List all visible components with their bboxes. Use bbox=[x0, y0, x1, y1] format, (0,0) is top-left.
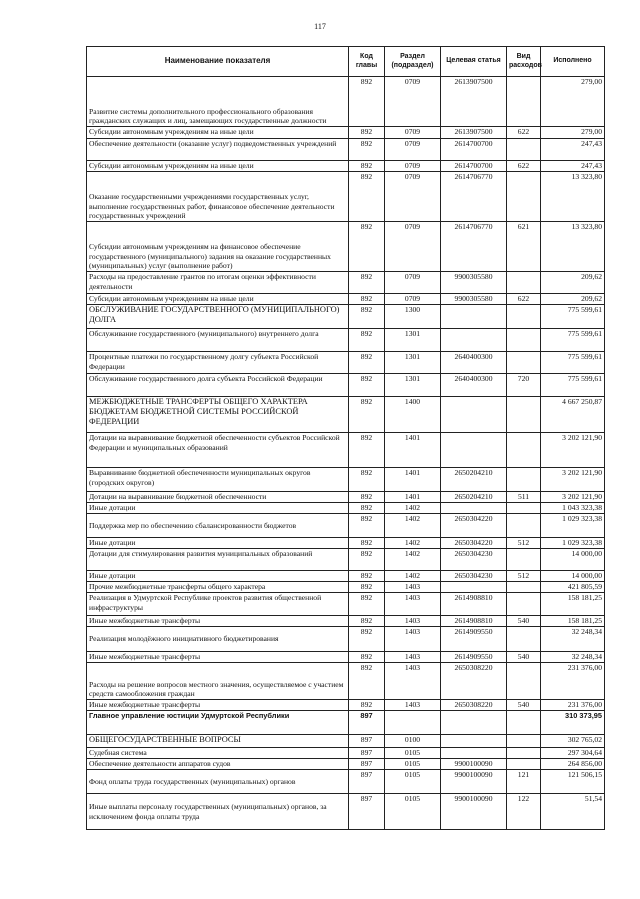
cell-code: 892 bbox=[349, 514, 385, 538]
cell-type bbox=[507, 305, 541, 329]
table-row bbox=[87, 294, 605, 305]
cell-type: 511 bbox=[507, 492, 541, 503]
cell-section: 0105 bbox=[385, 770, 441, 794]
cell-code: 892 bbox=[349, 374, 385, 397]
cell-code: 892 bbox=[349, 663, 385, 700]
cell-type bbox=[507, 172, 541, 222]
cell-section: 1403 bbox=[385, 627, 441, 652]
cell-target: 9900100090 bbox=[441, 770, 507, 794]
cell-amount: 247,43 bbox=[541, 161, 605, 172]
cell-section: 1401 bbox=[385, 492, 441, 503]
cell-amount: 121 506,15 bbox=[541, 770, 605, 794]
cell-type bbox=[507, 759, 541, 770]
cell-section: 1301 bbox=[385, 329, 441, 352]
table-row bbox=[87, 172, 605, 222]
cell-amount: 158 181,25 bbox=[541, 616, 605, 627]
cell-section: 0709 bbox=[385, 77, 441, 127]
cell-target: 2614909550 bbox=[441, 652, 507, 663]
cell-target: 2650204210 bbox=[441, 492, 507, 503]
cell-amount: 209,62 bbox=[541, 294, 605, 305]
cell-name: Иные выплаты персоналу государственных (муниципальных) органов, за исключением фонда оплаты труда bbox=[87, 794, 349, 830]
cell-amount: 209,62 bbox=[541, 272, 605, 294]
cell-target: 2650204210 bbox=[441, 468, 507, 492]
cell-section: 1403 bbox=[385, 582, 441, 593]
cell-code: 897 bbox=[349, 759, 385, 770]
cell-amount: 775 599,61 bbox=[541, 352, 605, 374]
table-row bbox=[87, 538, 605, 549]
cell-name: Выравнивание бюджетной обеспеченности муниципальных округов (городских округов) bbox=[87, 468, 349, 492]
cell-amount: 3 202 121,90 bbox=[541, 433, 605, 468]
cell-type bbox=[507, 582, 541, 593]
cell-target: 2613907500 bbox=[441, 77, 507, 127]
cell-name: Иные дотации bbox=[87, 503, 349, 514]
cell-type: 622 bbox=[507, 127, 541, 139]
cell-amount: 4 667 250,87 bbox=[541, 397, 605, 433]
cell-code: 892 bbox=[349, 652, 385, 663]
cell-target bbox=[441, 711, 507, 735]
table-row bbox=[87, 616, 605, 627]
cell-name: Процентные платежи по государственному долгу субъекта Российской Федерации bbox=[87, 352, 349, 374]
cell-type bbox=[507, 77, 541, 127]
cell-amount: 421 805,59 bbox=[541, 582, 605, 593]
table-header-row bbox=[87, 47, 605, 77]
cell-name: Расходы на предоставление грантов по итогам оценки эффективности деятельности bbox=[87, 272, 349, 294]
header-code: Код главы bbox=[349, 47, 385, 77]
cell-target bbox=[441, 397, 507, 433]
cell-target bbox=[441, 503, 507, 514]
cell-target: 2650308220 bbox=[441, 663, 507, 700]
cell-section: 0100 bbox=[385, 735, 441, 748]
cell-code: 897 bbox=[349, 770, 385, 794]
cell-section: 1403 bbox=[385, 616, 441, 627]
cell-section: 1402 bbox=[385, 549, 441, 571]
cell-name: Субсидии автономным учреждениям на финансовое обеспечение государственного (муниципального) задания на оказание государственных (муниципальных) услуг (выполнение работ) bbox=[87, 222, 349, 272]
table-row bbox=[87, 374, 605, 397]
cell-section: 0709 bbox=[385, 294, 441, 305]
table-row bbox=[87, 652, 605, 663]
cell-target: 2650304230 bbox=[441, 571, 507, 582]
cell-target bbox=[441, 735, 507, 748]
cell-name: Прочие межбюджетные трансферты общего характера bbox=[87, 582, 349, 593]
cell-target: 2614706770 bbox=[441, 222, 507, 272]
cell-amount: 775 599,61 bbox=[541, 374, 605, 397]
cell-name: МЕЖБЮДЖЕТНЫЕ ТРАНСФЕРТЫ ОБЩЕГО ХАРАКТЕРА БЮДЖЕТАМ БЮДЖЕТНОЙ СИСТЕМЫ РОССИЙСКОЙ ФЕДЕРАЦИИ bbox=[87, 397, 349, 433]
cell-section: 1402 bbox=[385, 571, 441, 582]
cell-code: 897 bbox=[349, 735, 385, 748]
cell-type bbox=[507, 503, 541, 514]
cell-name: Дотации на выравнивание бюджетной обеспеченности bbox=[87, 492, 349, 503]
cell-name: Субсидии автономным учреждениям на иные цели bbox=[87, 294, 349, 305]
cell-section bbox=[385, 711, 441, 735]
cell-target: 2613907500 bbox=[441, 127, 507, 139]
cell-name: Оказание государственными учреждениями государственных услуг, выполнение государственных работ, финансовое обеспечение деятельности государственных учреждений bbox=[87, 172, 349, 222]
cell-target: 2640400300 bbox=[441, 374, 507, 397]
table-row bbox=[87, 735, 605, 748]
cell-amount: 279,00 bbox=[541, 77, 605, 127]
table-row bbox=[87, 161, 605, 172]
cell-target bbox=[441, 582, 507, 593]
cell-section: 0709 bbox=[385, 222, 441, 272]
cell-type: 720 bbox=[507, 374, 541, 397]
cell-target bbox=[441, 305, 507, 329]
cell-code: 892 bbox=[349, 538, 385, 549]
table-row bbox=[87, 582, 605, 593]
table-row bbox=[87, 329, 605, 352]
cell-code: 892 bbox=[349, 222, 385, 272]
cell-section: 0709 bbox=[385, 139, 441, 161]
cell-code: 892 bbox=[349, 161, 385, 172]
cell-name: Реализация в Удмуртской Республике проектов развития общественной инфраструктуры bbox=[87, 593, 349, 616]
cell-code: 892 bbox=[349, 627, 385, 652]
cell-section: 1403 bbox=[385, 663, 441, 700]
cell-type: 622 bbox=[507, 294, 541, 305]
cell-type: 121 bbox=[507, 770, 541, 794]
cell-type bbox=[507, 468, 541, 492]
cell-target bbox=[441, 329, 507, 352]
cell-amount: 13 323,80 bbox=[541, 222, 605, 272]
cell-code: 892 bbox=[349, 593, 385, 616]
cell-type bbox=[507, 397, 541, 433]
cell-type bbox=[507, 514, 541, 538]
cell-section: 0105 bbox=[385, 794, 441, 830]
cell-section: 1301 bbox=[385, 374, 441, 397]
cell-code: 892 bbox=[349, 468, 385, 492]
cell-amount: 158 181,25 bbox=[541, 593, 605, 616]
cell-target: 9900305580 bbox=[441, 272, 507, 294]
cell-amount: 3 202 121,90 bbox=[541, 492, 605, 503]
cell-section: 1402 bbox=[385, 538, 441, 549]
table-row bbox=[87, 663, 605, 700]
table-row bbox=[87, 468, 605, 492]
cell-type bbox=[507, 272, 541, 294]
cell-target: 2650304220 bbox=[441, 538, 507, 549]
cell-code: 892 bbox=[349, 77, 385, 127]
cell-code: 892 bbox=[349, 172, 385, 222]
cell-amount: 13 323,80 bbox=[541, 172, 605, 222]
cell-type: 122 bbox=[507, 794, 541, 830]
table-row bbox=[87, 549, 605, 571]
header-target: Целевая статья bbox=[441, 47, 507, 77]
table-row bbox=[87, 272, 605, 294]
cell-type bbox=[507, 627, 541, 652]
cell-name: Дотации на выравнивание бюджетной обеспеченности субъектов Российской Федерации и муниципальных образований bbox=[87, 433, 349, 468]
cell-amount: 14 000,00 bbox=[541, 549, 605, 571]
table-row bbox=[87, 433, 605, 468]
cell-type: 621 bbox=[507, 222, 541, 272]
cell-target: 2614700700 bbox=[441, 139, 507, 161]
cell-amount: 32 248,34 bbox=[541, 652, 605, 663]
table-row bbox=[87, 700, 605, 711]
table-row bbox=[87, 759, 605, 770]
cell-code: 892 bbox=[349, 397, 385, 433]
cell-code: 892 bbox=[349, 492, 385, 503]
cell-amount: 264 856,00 bbox=[541, 759, 605, 770]
cell-section: 0105 bbox=[385, 759, 441, 770]
cell-type: 622 bbox=[507, 161, 541, 172]
cell-target: 2614700700 bbox=[441, 161, 507, 172]
cell-target bbox=[441, 748, 507, 759]
cell-section: 1401 bbox=[385, 433, 441, 468]
cell-target: 2614908810 bbox=[441, 616, 507, 627]
table-row bbox=[87, 77, 605, 127]
cell-type bbox=[507, 663, 541, 700]
cell-amount: 1 029 323,38 bbox=[541, 538, 605, 549]
expenditure-table bbox=[86, 46, 605, 830]
cell-type bbox=[507, 139, 541, 161]
cell-code: 897 bbox=[349, 711, 385, 735]
table-row bbox=[87, 571, 605, 582]
table-row bbox=[87, 794, 605, 830]
cell-name: Главное управление юстиции Удмуртской Республики bbox=[87, 711, 349, 735]
table-row bbox=[87, 503, 605, 514]
cell-name: Обслуживание государственного (муниципального) внутреннего долга bbox=[87, 329, 349, 352]
cell-section: 1301 bbox=[385, 352, 441, 374]
cell-section: 1403 bbox=[385, 652, 441, 663]
cell-amount: 32 248,34 bbox=[541, 627, 605, 652]
cell-section: 0709 bbox=[385, 172, 441, 222]
table-row bbox=[87, 627, 605, 652]
cell-type bbox=[507, 748, 541, 759]
cell-section: 1403 bbox=[385, 700, 441, 711]
page-number: 117 bbox=[314, 22, 326, 31]
cell-amount: 247,43 bbox=[541, 139, 605, 161]
cell-amount: 1 043 323,38 bbox=[541, 503, 605, 514]
cell-code: 892 bbox=[349, 616, 385, 627]
table-row bbox=[87, 593, 605, 616]
cell-code: 892 bbox=[349, 305, 385, 329]
cell-name: ОБЩЕГОСУДАРСТВЕННЫЕ ВОПРОСЫ bbox=[87, 735, 349, 748]
cell-target: 9900100090 bbox=[441, 759, 507, 770]
cell-target: 9900100090 bbox=[441, 794, 507, 830]
cell-code: 892 bbox=[349, 582, 385, 593]
cell-amount: 14 000,00 bbox=[541, 571, 605, 582]
table-row bbox=[87, 397, 605, 433]
cell-type: 540 bbox=[507, 616, 541, 627]
cell-name: Поддержка мер по обеспечению сбалансированности бюджетов bbox=[87, 514, 349, 538]
cell-code: 892 bbox=[349, 700, 385, 711]
cell-target: 2614706770 bbox=[441, 172, 507, 222]
cell-section: 0709 bbox=[385, 161, 441, 172]
cell-target: 2650304220 bbox=[441, 514, 507, 538]
header-name: Наименование показателя bbox=[87, 47, 349, 77]
cell-type: 512 bbox=[507, 571, 541, 582]
cell-name: Обеспечение деятельности аппаратов судов bbox=[87, 759, 349, 770]
cell-code: 897 bbox=[349, 794, 385, 830]
cell-amount: 775 599,61 bbox=[541, 305, 605, 329]
cell-target: 9900305580 bbox=[441, 294, 507, 305]
cell-code: 892 bbox=[349, 433, 385, 468]
cell-name: Судебная система bbox=[87, 748, 349, 759]
cell-type bbox=[507, 735, 541, 748]
table-row bbox=[87, 139, 605, 161]
cell-section: 1401 bbox=[385, 468, 441, 492]
cell-code: 897 bbox=[349, 748, 385, 759]
cell-target: 2614909550 bbox=[441, 627, 507, 652]
cell-type bbox=[507, 549, 541, 571]
cell-section: 0709 bbox=[385, 127, 441, 139]
cell-type bbox=[507, 593, 541, 616]
table-row bbox=[87, 492, 605, 503]
cell-type: 540 bbox=[507, 700, 541, 711]
cell-amount: 231 376,00 bbox=[541, 663, 605, 700]
cell-amount: 302 765,02 bbox=[541, 735, 605, 748]
cell-type: 512 bbox=[507, 538, 541, 549]
table-row bbox=[87, 222, 605, 272]
cell-section: 0709 bbox=[385, 272, 441, 294]
cell-code: 892 bbox=[349, 503, 385, 514]
cell-code: 892 bbox=[349, 294, 385, 305]
table-row bbox=[87, 711, 605, 735]
cell-type bbox=[507, 711, 541, 735]
cell-name: Иные межбюджетные трансферты bbox=[87, 652, 349, 663]
cell-code: 892 bbox=[349, 139, 385, 161]
cell-target: 2650304230 bbox=[441, 549, 507, 571]
cell-amount: 279,00 bbox=[541, 127, 605, 139]
cell-name: Иные дотации bbox=[87, 571, 349, 582]
cell-target bbox=[441, 433, 507, 468]
cell-code: 892 bbox=[349, 272, 385, 294]
cell-amount: 51,54 bbox=[541, 794, 605, 830]
cell-name: Дотации для стимулирования развития муниципальных образований bbox=[87, 549, 349, 571]
table-row bbox=[87, 305, 605, 329]
table-row bbox=[87, 352, 605, 374]
cell-name: Иные межбюджетные трансферты bbox=[87, 700, 349, 711]
cell-name: Субсидии автономным учреждениям на иные цели bbox=[87, 127, 349, 139]
table-row bbox=[87, 514, 605, 538]
cell-name: Обслуживание государственного долга субъекта Российской Федерации bbox=[87, 374, 349, 397]
cell-type: 540 bbox=[507, 652, 541, 663]
cell-section: 1403 bbox=[385, 593, 441, 616]
cell-amount: 3 202 121,90 bbox=[541, 468, 605, 492]
cell-name: Обеспечение деятельности (оказание услуг) подведомственных учреждений bbox=[87, 139, 349, 161]
cell-name: Расходы на решение вопросов местного значения, осуществляемое с участием средств самообложения граждан bbox=[87, 663, 349, 700]
cell-name: Субсидии автономным учреждениям на иные цели bbox=[87, 161, 349, 172]
cell-code: 892 bbox=[349, 352, 385, 374]
cell-amount: 297 304,64 bbox=[541, 748, 605, 759]
cell-section: 1402 bbox=[385, 514, 441, 538]
header-section: Раздел (подраздел) bbox=[385, 47, 441, 77]
cell-amount: 310 373,95 bbox=[541, 711, 605, 735]
cell-amount: 1 029 323,38 bbox=[541, 514, 605, 538]
cell-name: Развитие системы дополнительного профессионального образования гражданских служащих и лиц, замещающих государственные должности bbox=[87, 77, 349, 127]
cell-section: 1400 bbox=[385, 397, 441, 433]
table-row bbox=[87, 770, 605, 794]
header-type: Вид расходов bbox=[507, 47, 541, 77]
table-row bbox=[87, 748, 605, 759]
cell-name: ОБСЛУЖИВАНИЕ ГОСУДАРСТВЕННОГО (МУНИЦИПАЛЬНОГО) ДОЛГА bbox=[87, 305, 349, 329]
cell-name: Иные межбюджетные трансферты bbox=[87, 616, 349, 627]
cell-type bbox=[507, 352, 541, 374]
cell-name: Реализация молодёжного инициативного бюджетирования bbox=[87, 627, 349, 652]
cell-code: 892 bbox=[349, 571, 385, 582]
cell-code: 892 bbox=[349, 549, 385, 571]
cell-amount: 231 376,00 bbox=[541, 700, 605, 711]
cell-target: 2650308220 bbox=[441, 700, 507, 711]
cell-code: 892 bbox=[349, 127, 385, 139]
cell-section: 1402 bbox=[385, 503, 441, 514]
cell-type bbox=[507, 433, 541, 468]
header-executed: Исполнено bbox=[541, 47, 605, 77]
cell-amount: 775 599,61 bbox=[541, 329, 605, 352]
cell-section: 0105 bbox=[385, 748, 441, 759]
cell-name: Иные дотации bbox=[87, 538, 349, 549]
cell-type bbox=[507, 329, 541, 352]
cell-target: 2614908810 bbox=[441, 593, 507, 616]
cell-code: 892 bbox=[349, 329, 385, 352]
table-row bbox=[87, 127, 605, 139]
cell-target: 2640400300 bbox=[441, 352, 507, 374]
cell-name: Фонд оплаты труда государственных (муниципальных) органов bbox=[87, 770, 349, 794]
cell-section: 1300 bbox=[385, 305, 441, 329]
